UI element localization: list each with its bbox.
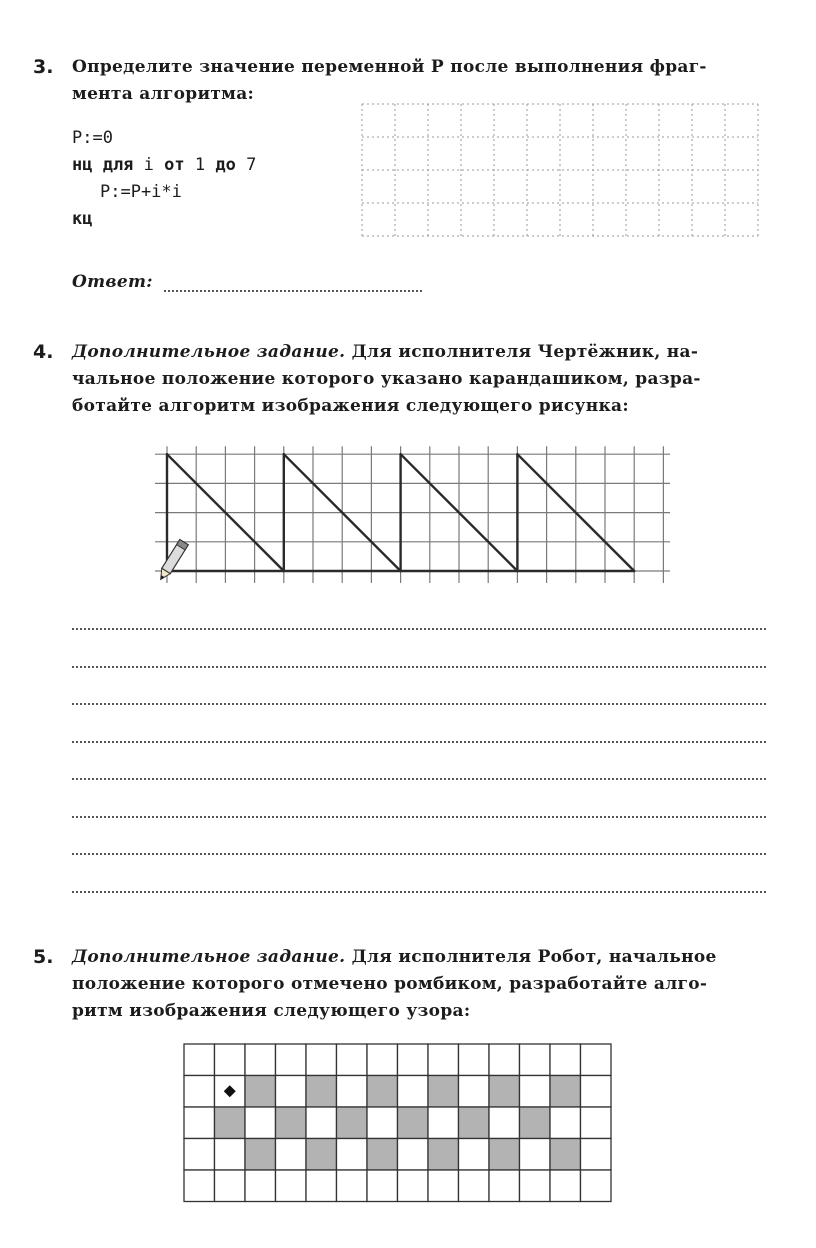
task4-line1-rest: Для исполнителя Чертёжник, на- — [345, 342, 699, 362]
code-kw-to: до — [215, 155, 236, 175]
answer-line[interactable] — [72, 628, 766, 630]
grid-cell — [428, 1170, 459, 1202]
grid-cell — [367, 1044, 398, 1076]
task4-text-line3: ботайте алгоритм изображения следующего рисунка: — [72, 396, 629, 416]
code-from-value: 1 — [184, 155, 216, 175]
task4-lead: Дополнительное задание. — [72, 342, 346, 362]
answer-line[interactable] — [72, 703, 766, 705]
grid-cell — [276, 1044, 307, 1076]
answer-line[interactable] — [72, 778, 766, 780]
task5-line1-rest: Для исполнителя Робот, начальное — [345, 947, 717, 967]
grid-cell — [520, 1170, 551, 1202]
grid-cell — [520, 1107, 551, 1139]
grid-cell — [306, 1076, 337, 1108]
grid-cell — [276, 1076, 307, 1108]
grid-cell — [398, 1107, 429, 1139]
pencil-icon — [156, 540, 188, 583]
grid-cell — [428, 1107, 459, 1139]
grid-cell — [184, 1107, 215, 1139]
code-var: i — [133, 155, 165, 175]
grid-cell — [184, 1170, 215, 1202]
answer-line[interactable] — [72, 816, 766, 818]
code-kw-from: от — [164, 155, 185, 175]
task5-lead: Дополнительное задание. — [72, 947, 346, 967]
grid-cell — [550, 1139, 581, 1171]
grid-cell — [581, 1107, 612, 1139]
grid-cell — [459, 1170, 490, 1202]
grid-cell — [245, 1107, 276, 1139]
task3-number: 3. — [33, 56, 54, 78]
grid-cell — [276, 1107, 307, 1139]
task5-text-line1 — [72, 947, 717, 967]
grid-cell — [581, 1076, 612, 1108]
scratch-grid[interactable] — [360, 102, 770, 238]
grid-cell — [520, 1076, 551, 1108]
grid-cell — [459, 1044, 490, 1076]
grid-cell — [367, 1076, 398, 1108]
code-line-2 — [72, 155, 256, 175]
grid-cell — [276, 1139, 307, 1171]
grid-cell — [306, 1139, 337, 1171]
code-line-3: P:=P+i*i — [100, 182, 182, 202]
grid-cell — [215, 1107, 246, 1139]
answer-label: Ответ: — [72, 272, 153, 292]
grid-cell — [398, 1076, 429, 1108]
grid-cell — [459, 1107, 490, 1139]
answer-field[interactable] — [164, 290, 422, 292]
task4-text-line2: чальное положение которого указано карандашиком, разра- — [72, 369, 701, 389]
grid-cell — [215, 1170, 246, 1202]
grid-cell — [367, 1107, 398, 1139]
grid-cell — [489, 1044, 520, 1076]
drawer-figure — [130, 440, 670, 590]
grid-cell — [215, 1139, 246, 1171]
grid-cell — [337, 1044, 368, 1076]
task4-text-line1 — [72, 342, 698, 362]
grid-cell — [550, 1170, 581, 1202]
grid-cell — [520, 1139, 551, 1171]
grid-cell — [581, 1044, 612, 1076]
grid-cell — [489, 1170, 520, 1202]
grid-cell — [306, 1107, 337, 1139]
grid-cell — [306, 1044, 337, 1076]
grid-cell — [184, 1139, 215, 1171]
grid-cell — [184, 1076, 215, 1108]
answer-line[interactable] — [72, 891, 766, 893]
grid-cell — [581, 1139, 612, 1171]
task5-number: 5. — [33, 946, 54, 968]
grid-cell — [337, 1170, 368, 1202]
task3-text-line2: мента алгоритма: — [72, 84, 255, 104]
robot-grid — [180, 1040, 620, 1205]
grid-cell — [428, 1139, 459, 1171]
grid-cell — [215, 1044, 246, 1076]
code-line-4: кц — [72, 209, 93, 229]
grid-cell — [459, 1139, 490, 1171]
task3-text-line1: Определите значение переменной P после выполнения фраг- — [72, 57, 707, 77]
answer-line[interactable] — [72, 666, 766, 668]
grid-cell — [428, 1076, 459, 1108]
grid-cell — [245, 1076, 276, 1108]
grid-cell — [337, 1139, 368, 1171]
grid-cell — [398, 1139, 429, 1171]
answer-line[interactable] — [72, 853, 766, 855]
grid-cell — [550, 1044, 581, 1076]
grid-cell — [245, 1170, 276, 1202]
grid-cell — [550, 1107, 581, 1139]
task5-text-line3: ритм изображения следующего узора: — [72, 1001, 471, 1021]
grid-cell — [489, 1107, 520, 1139]
grid-cell — [337, 1076, 368, 1108]
task4-number: 4. — [33, 341, 54, 363]
grid-cell — [306, 1170, 337, 1202]
grid-cell — [489, 1139, 520, 1171]
grid-cell — [367, 1170, 398, 1202]
grid-cell — [367, 1139, 398, 1171]
grid-cell — [459, 1076, 490, 1108]
grid-cell — [520, 1044, 551, 1076]
grid-cell — [581, 1170, 612, 1202]
answer-line[interactable] — [72, 741, 766, 743]
grid-cell — [337, 1107, 368, 1139]
grid-cell — [184, 1044, 215, 1076]
grid-cell — [550, 1076, 581, 1108]
grid-cell — [428, 1044, 459, 1076]
grid-cell — [398, 1044, 429, 1076]
grid-cell — [489, 1076, 520, 1108]
code-line-1: P:=0 — [72, 128, 113, 148]
code-kw-loop: нц для — [72, 155, 134, 175]
grid-cell — [398, 1170, 429, 1202]
task5-text-line2: положение которого отмечено ромбиком, разработайте алго- — [72, 974, 708, 994]
code-to-value: 7 — [235, 155, 257, 175]
grid-cell — [245, 1044, 276, 1076]
grid-cell — [245, 1139, 276, 1171]
grid-cell — [276, 1170, 307, 1202]
